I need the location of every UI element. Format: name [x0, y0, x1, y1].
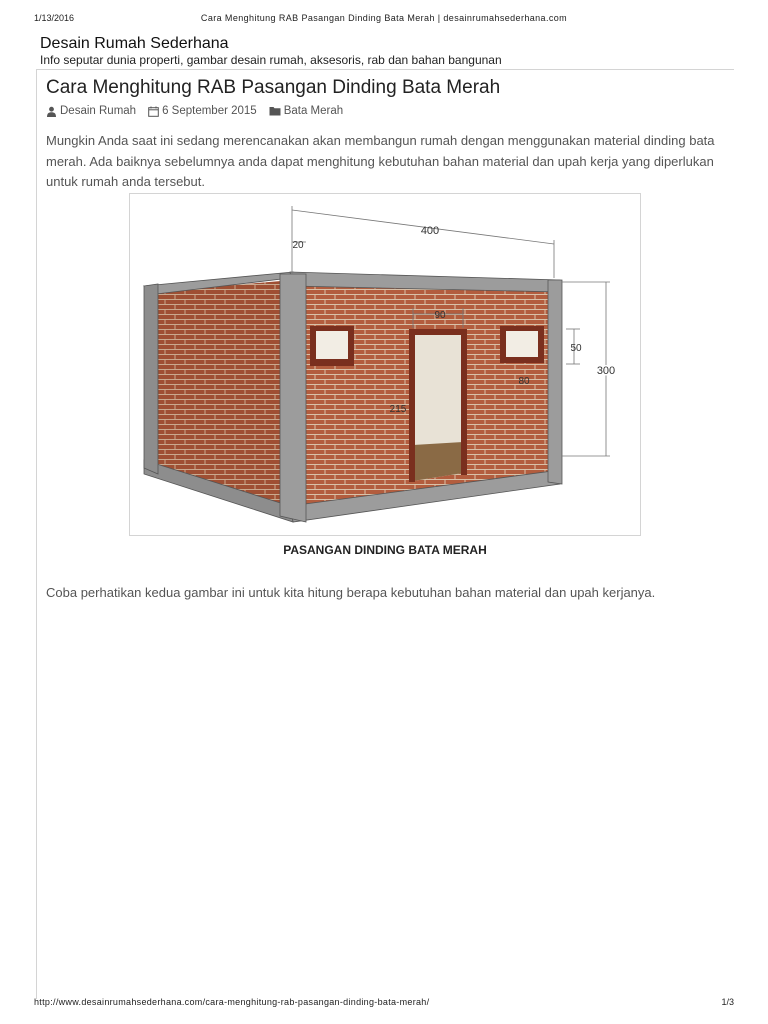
- dim-wall-height-label: 300: [596, 365, 616, 377]
- post-category[interactable]: [269, 105, 343, 117]
- header-divider: [36, 69, 734, 70]
- body-paragraph: Coba perhatikan kedua gambar ini untuk kita hitung berapa kebutuhan bahan material dan upah kerjanya.: [46, 585, 656, 600]
- dim-column-width-label: 20: [292, 240, 304, 251]
- house-illustration: [129, 193, 641, 536]
- category-name: Bata Merah: [283, 105, 344, 117]
- folder-icon: [269, 106, 281, 116]
- post-meta: [46, 103, 726, 119]
- corner-column: [280, 274, 306, 522]
- site-title[interactable]: Desain Rumah Sederhana: [40, 35, 229, 52]
- date-text: 6 September 2015: [162, 105, 257, 117]
- calendar-icon: [148, 106, 159, 117]
- print-page-title: Cara Menghitung RAB Pasangan Dinding Bata Merah | desainrumahsederhana.com: [200, 13, 568, 23]
- dim-window-width-label: 80: [518, 376, 530, 387]
- post-date: [148, 105, 257, 117]
- post-title[interactable]: Cara Menghitung RAB Pasangan Dinding Bata Merah: [46, 77, 501, 98]
- user-icon: [46, 106, 57, 117]
- site-header: [40, 34, 730, 68]
- print-date: 1/13/2016: [34, 13, 75, 23]
- print-footer: [34, 997, 734, 1011]
- right-column: [548, 280, 562, 484]
- left-column: [144, 284, 158, 474]
- page-number: 1/3: [721, 997, 734, 1007]
- print-header: [34, 13, 734, 27]
- dim-door-height-label: 215: [389, 404, 407, 415]
- print-url[interactable]: http://www.desainrumahsederhana.com/cara-menghitung-rab-pasangan-dinding-bata-merah/: [34, 997, 430, 1007]
- article: [46, 75, 726, 193]
- intro-paragraph: Mungkin Anda saat ini sedang merencanakan akan membangun rumah dengan menggunakan material dinding bata merah. Ada baiknya sebelumnya anda dapat menghitung kebutuhan bahan material dan upah kerja yang diperlukan untuk rumah anda tersebut.: [46, 133, 715, 189]
- post-author[interactable]: [46, 105, 136, 117]
- dim-length-label: 400: [420, 225, 440, 237]
- site-tagline: Info seputar dunia properti, gambar desain rumah, aksesoris, rab dan bahan bangunan: [40, 53, 502, 67]
- content-left-border: [36, 69, 37, 999]
- figure-caption: PASANGAN DINDING BATA MERAH: [283, 543, 487, 557]
- dim-window-height-label: 50: [570, 343, 582, 354]
- author-name: Desain Rumah: [60, 105, 137, 117]
- dim-door-width-label: 90: [434, 310, 446, 321]
